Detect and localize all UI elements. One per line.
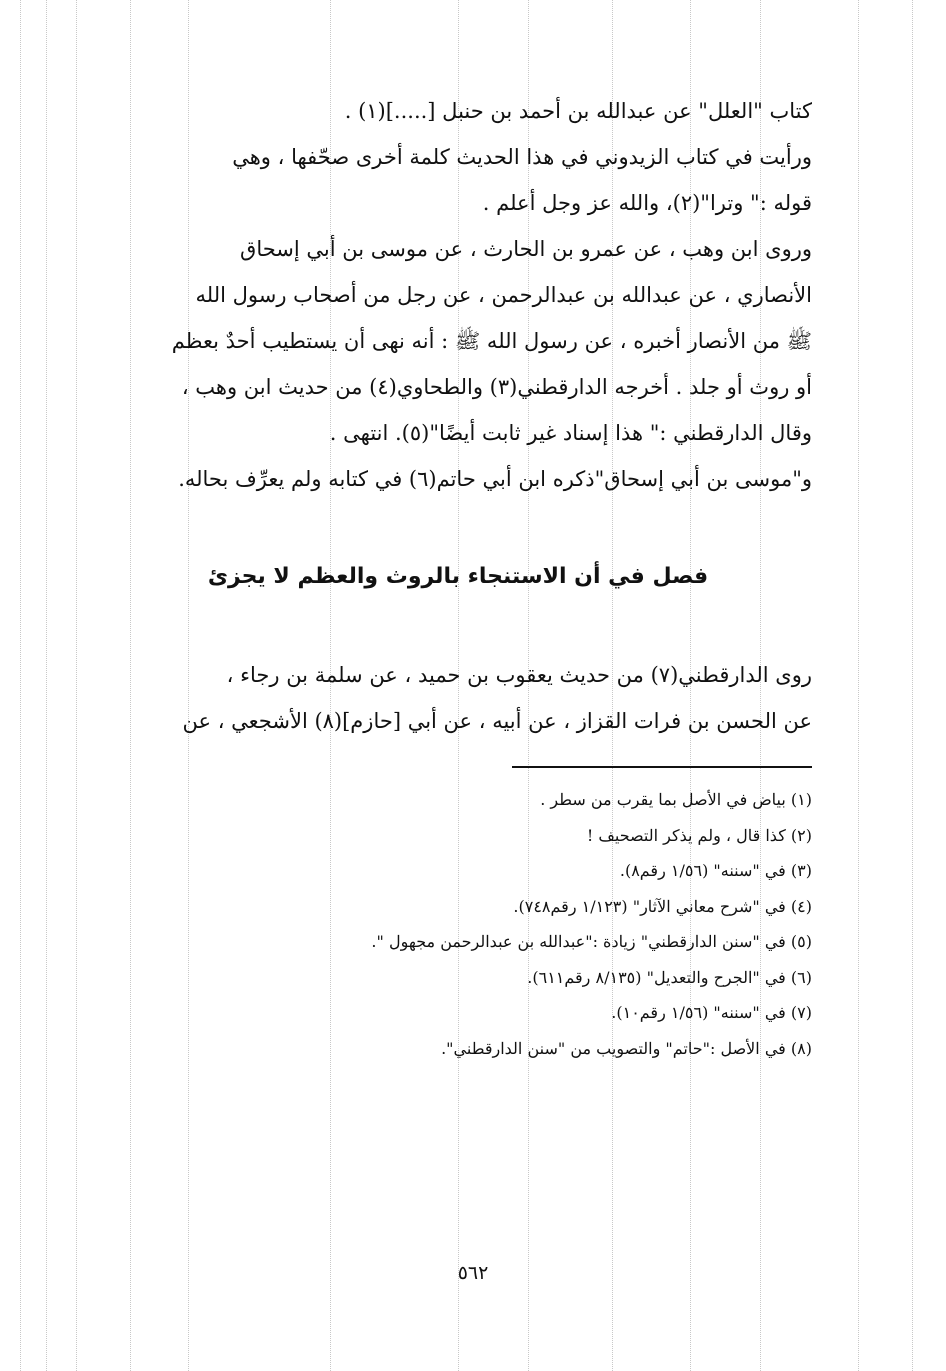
footnote: (٧) في "سننه" (١/٥٦ رقم١٠). (611, 1003, 812, 1022)
footnotes (104, 782, 812, 1066)
body-line: و"موسى بن أبي إسحاق"ذكره ابن أبي حاتم(٦) في كتابه ولم يعرِّف بحاله. (178, 467, 812, 491)
footnote: (٦) في "الجرح والتعديل" (٨/١٣٥ رقم٦١١). (527, 967, 812, 987)
page-content (104, 88, 812, 1066)
body-line: قوله :" وترا"(٢)، والله عز وجل أعلم . (482, 191, 812, 215)
body-line: ورأيت في كتاب الزيدوني في هذا الحديث كلمة أخرى صحّفها ، وهي (232, 145, 812, 169)
footnote: (٥) في "سنن الدارقطني" زيادة :"عبدالله بن عبدالرحمن مجهول ". (371, 932, 812, 951)
body-line: عن الحسن بن فرات القزاز ، عن أبيه ، عن أبي [حازم](٨) الأشجعي ، عن (182, 709, 812, 733)
page-number: ٥٦٢ (457, 1262, 489, 1284)
footnote: (١) بياض في الأصل بما يقرب من سطر . (540, 790, 812, 809)
body-text (104, 88, 812, 502)
body-text-continued (104, 652, 812, 744)
body-line: كتاب "العلل" عن عبدالله بن أحمد بن حنبل [.....](١) . (344, 99, 812, 123)
section-heading: فصل في أن الاستنجاء بالروث والعظم لا يجزئ (207, 564, 709, 589)
body-line: وروى ابن وهب ، عن عمرو بن الحارث ، عن موسى بن أبي إسحاق (240, 237, 812, 261)
footnote-separator (512, 766, 812, 768)
body-line: ﷺ من الأنصار أخبره ، عن رسول الله ﷺ : أنه نهى أن يستطيب أحدٌ بعظم (171, 329, 812, 353)
footnote: (٣) في "سننه" (١/٥٦ رقم٨). (619, 861, 812, 880)
body-line: روى الدارقطني(٧) من حديث يعقوب بن حميد ، عن سلمة بن رجاء ، (226, 663, 812, 687)
body-line: الأنصاري ، عن عبدالله بن عبدالرحمن ، عن رجل من أصحاب رسول الله (195, 283, 812, 307)
footnote: (٤) في "شرح معاني الآثار" (١/١٢٣ رقم٧٤٨). (513, 896, 812, 916)
footnote: (٢) كذا قال ، ولم يذكر التصحيف ! (586, 825, 812, 845)
body-line: وقال الدارقطني :" هذا إسناد غير ثابت أيضًا"(٥). انتهى . (329, 421, 812, 445)
footnote: (٨) في الأصل :"حاتم" والتصويب من "سنن الدارقطني". (441, 1038, 812, 1058)
body-line: أو روث أو جلد . أخرجه الدارقطني(٣) والطحاوي(٤) من حديث ابن وهب ، (181, 375, 812, 399)
